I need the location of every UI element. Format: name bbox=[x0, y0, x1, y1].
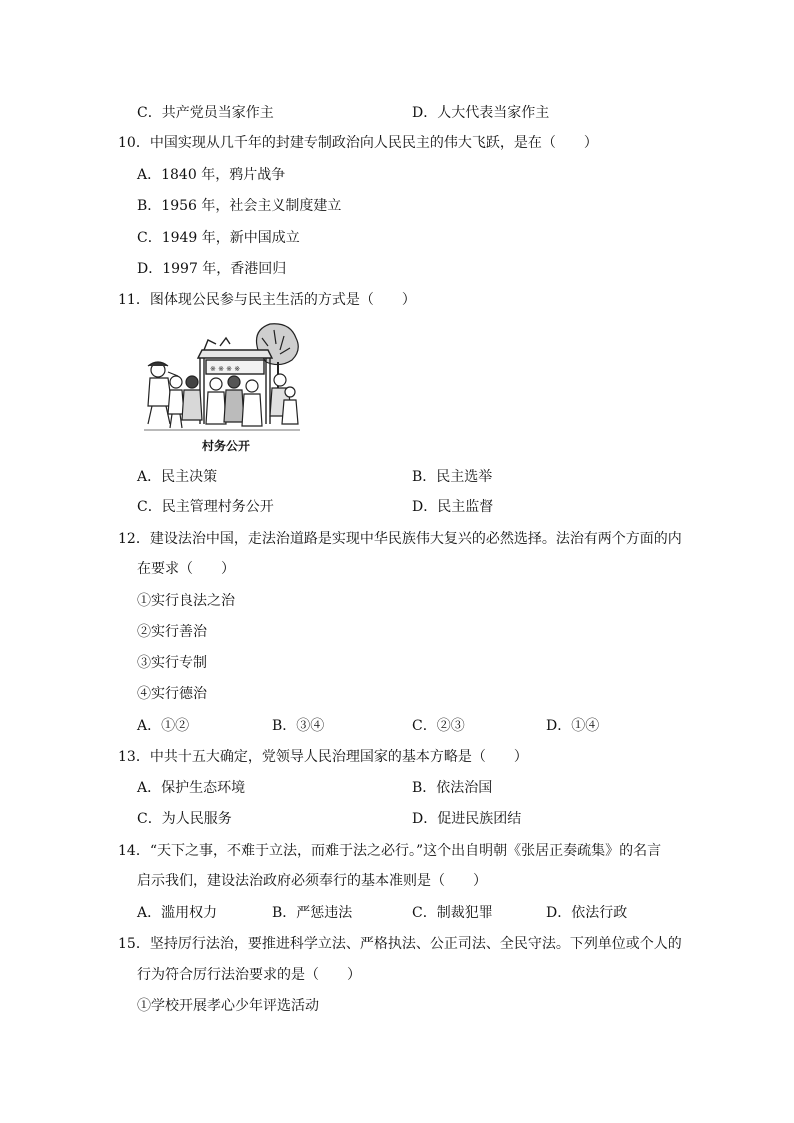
question-11-stem: 11．图体现公民参与民主生活的方式是（ ） bbox=[118, 292, 416, 308]
option-a: A．民主决策 bbox=[137, 469, 218, 485]
question-12-stem-cont: 在要求（ ） bbox=[137, 561, 235, 577]
option-c: C．民主管理村务公开 bbox=[137, 499, 274, 515]
question-14-stem-cont: 启示我们，建设法治政府必须奉行的基本准则是（ ） bbox=[137, 873, 487, 889]
option-c: C．为人民服务 bbox=[137, 811, 232, 827]
statement-4: ④实行德治 bbox=[137, 686, 207, 702]
question-15-stem: 15．坚持厉行法治，要推进科学立法、严格执法、公正司法、全民守法。下列单位或个人的 bbox=[118, 936, 682, 952]
option-b: B．③④ bbox=[272, 718, 325, 734]
question-14-stem: 14．“天下之事，不难于立法，而难于法之必行。”这个出自明朝《张居正奏疏集》的名言 bbox=[118, 843, 662, 859]
svg-text:※ ※ ※ ※: ※ ※ ※ ※ bbox=[210, 365, 241, 373]
option-c: C．共产党员当家作主 bbox=[137, 105, 274, 121]
option-a: A．保护生态环境 bbox=[137, 780, 246, 796]
option-d: D．促进民族团结 bbox=[412, 811, 522, 827]
option-d: D．依法行政 bbox=[546, 905, 628, 921]
option-c: C．制裁犯罪 bbox=[412, 905, 493, 921]
option-b: B．严惩违法 bbox=[272, 905, 353, 921]
question-10-stem: 10．中国实现从几千年的封建专制政治向人民民主的伟大飞跃，是在（ ） bbox=[118, 135, 598, 151]
option-a: A．滥用权力 bbox=[137, 905, 218, 921]
option-b: B．民主选举 bbox=[412, 469, 493, 485]
statement-1: ①学校开展孝心少年评选活动 bbox=[137, 998, 319, 1014]
village-affairs-illustration bbox=[140, 320, 302, 455]
option-b: B．依法治国 bbox=[412, 780, 493, 796]
option-c: C．1949 年，新中国成立 bbox=[137, 230, 300, 246]
statement-1: ①实行良法之治 bbox=[137, 593, 235, 609]
figure-caption: 村务公开 bbox=[202, 439, 251, 453]
option-d: D．民主监督 bbox=[412, 499, 494, 515]
option-a: A．1840 年，鸦片战争 bbox=[137, 167, 286, 183]
statement-2: ②实行善治 bbox=[137, 624, 207, 640]
option-b: B．1956 年，社会主义制度建立 bbox=[137, 198, 342, 214]
question-15-stem-cont: 行为符合厉行法治要求的是（ ） bbox=[137, 967, 361, 983]
option-d: D．1997 年，香港回归 bbox=[137, 261, 287, 277]
option-c: C．②③ bbox=[412, 718, 465, 734]
question-13-stem: 13．中共十五大确定，党领导人民治理国家的基本方略是（ ） bbox=[118, 749, 528, 765]
question-12-stem: 12．建设法治中国，走法治道路是实现中华民族伟大复兴的必然选择。法治有两个方面的内 bbox=[118, 531, 682, 547]
statement-3: ③实行专制 bbox=[137, 655, 207, 671]
option-d: D．①④ bbox=[546, 718, 600, 734]
option-a: A．①② bbox=[137, 718, 190, 734]
option-d: D．人大代表当家作主 bbox=[412, 105, 550, 121]
